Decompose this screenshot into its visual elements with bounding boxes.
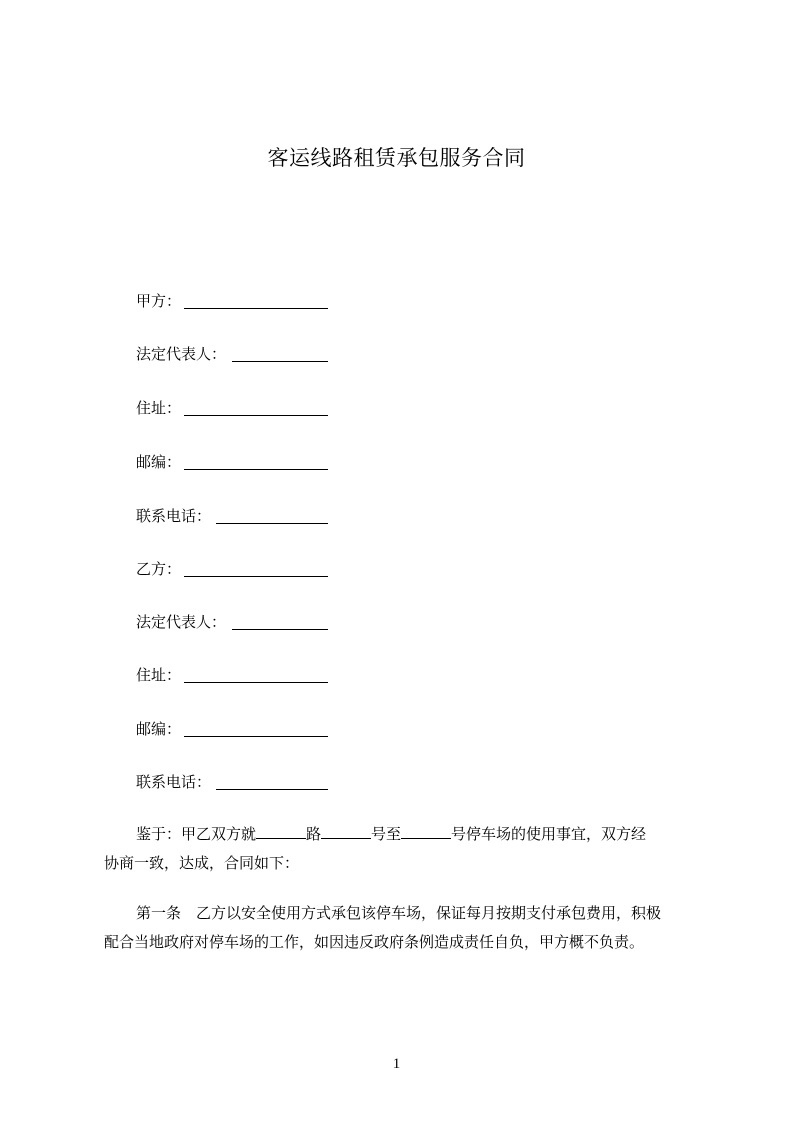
party-a-zip-blank — [184, 469, 328, 470]
road-blank — [256, 823, 306, 839]
preamble-line-2: 协商一致，达成，合同如下： — [104, 854, 300, 872]
party-b-phone-blank — [216, 789, 328, 790]
party-b-rep-field — [136, 611, 328, 633]
party-b-name-label: 乙方： — [136, 560, 182, 578]
party-b-address-blank — [184, 682, 328, 683]
party-a-name-label: 甲方： — [136, 292, 182, 310]
page-number: 1 — [392, 1056, 401, 1072]
preamble-paragraph — [104, 820, 702, 878]
party-b-address-label: 住址： — [136, 666, 182, 684]
party-a-phone-field — [136, 505, 328, 527]
party-b-zip-label: 邮编： — [136, 720, 182, 738]
preamble-line-1 — [104, 820, 702, 849]
party-b-address-field — [136, 664, 328, 686]
preamble-text-4: 号停车场的使用事宜，双方经 — [451, 825, 647, 843]
party-a-rep-field — [136, 343, 328, 365]
article-1-paragraph — [104, 899, 702, 957]
party-a-address-field — [136, 397, 328, 419]
party-b-rep-label: 法定代表人： — [136, 613, 227, 631]
party-b-name-blank — [184, 576, 328, 577]
article-1-line-1: 第一条 乙方以安全使用方式承包该停车场，保证每月按期支付承包费用，积极 — [136, 904, 662, 922]
party-b-name-field — [136, 558, 328, 580]
party-b-rep-blank — [232, 629, 328, 630]
party-b-zip-blank — [184, 736, 328, 737]
article-1-line-2: 配合当地政府对停车场的工作，如因违反政府条例造成责任自负，甲方概不负责。 — [104, 933, 645, 951]
preamble-text-1: 鉴于：甲乙双方就 — [136, 825, 257, 843]
party-a-zip-field — [136, 451, 328, 473]
party-a-address-label: 住址： — [136, 399, 182, 417]
party-a-name-blank — [184, 308, 328, 309]
number-from-blank — [321, 823, 371, 839]
party-a-zip-label: 邮编： — [136, 453, 182, 471]
party-a-address-blank — [184, 415, 328, 416]
document-title: 客运线路租赁承包服务合同 — [267, 146, 526, 170]
preamble-text-3: 号至 — [371, 825, 402, 843]
party-a-rep-label: 法定代表人： — [136, 345, 227, 363]
party-a-name-field — [136, 290, 328, 312]
preamble-text-2: 路 — [306, 825, 322, 843]
party-a-phone-blank — [216, 523, 328, 524]
party-b-phone-field — [136, 771, 328, 793]
party-b-zip-field — [136, 718, 328, 740]
number-to-blank — [401, 823, 451, 839]
party-b-phone-label: 联系电话： — [136, 773, 212, 791]
party-a-phone-label: 联系电话： — [136, 507, 212, 525]
party-a-rep-blank — [232, 361, 328, 362]
